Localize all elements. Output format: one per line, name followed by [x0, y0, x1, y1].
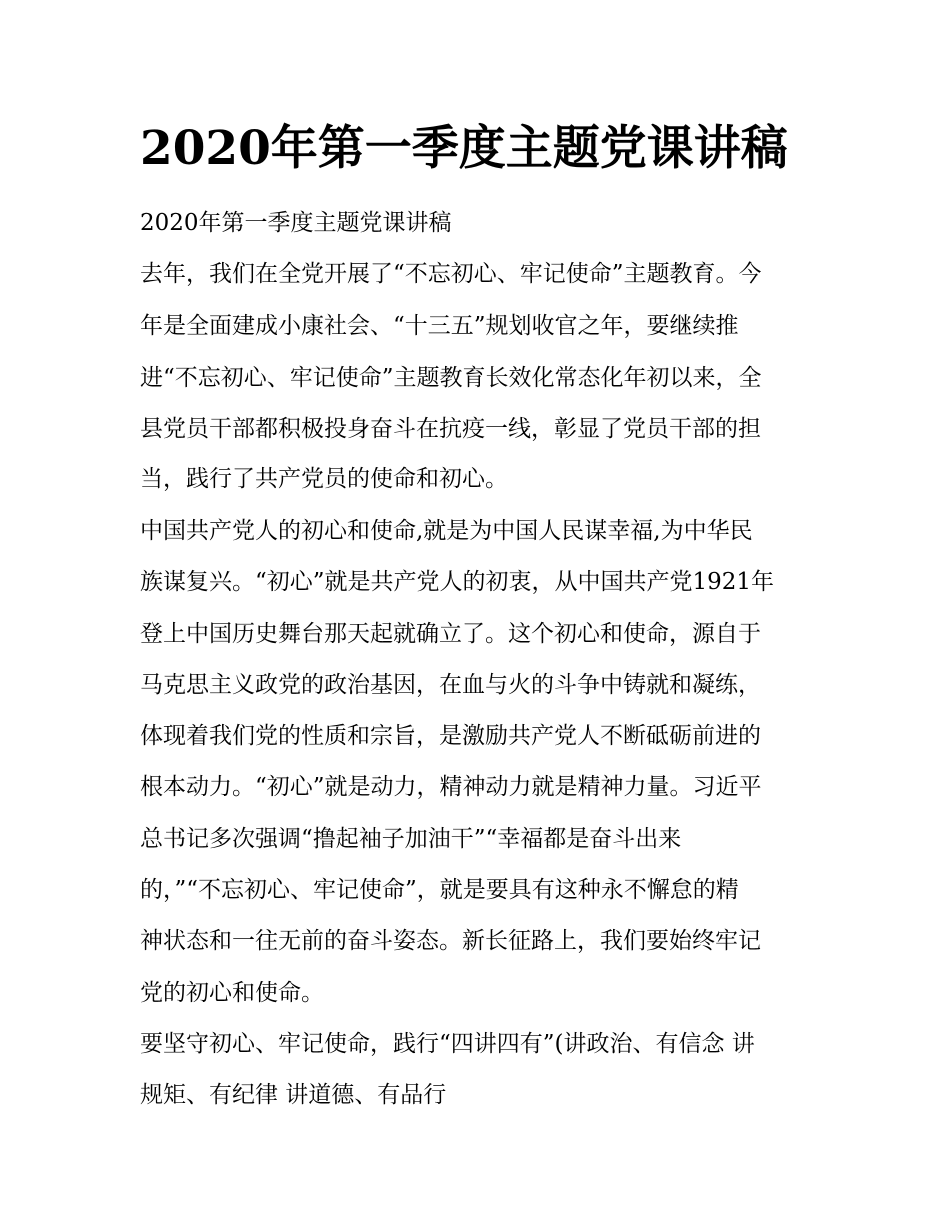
body-line: 马克思主义政党的政治基因，在血与火的斗争中铸就和凝练， [140, 672, 761, 698]
body-line: 根本动力。“初心”就是动力，精神动力就是精神力量。习近平 [140, 774, 762, 800]
body-line: 规矩、有纪律 讲道德、有品行 [140, 1082, 447, 1108]
subtitle-line: 2020年第一季度主题党课讲稿 [140, 210, 452, 236]
body-line: 年是全面建成小康社会、“十三五”规划收官之年，要继续推 [140, 313, 739, 339]
body-line: 中国共产党人的初心和使命,就是为中国人民谋幸福,为中华民 [140, 518, 753, 544]
body-line: 当，践行了共产党员的使命和初心。 [140, 466, 508, 492]
body-line: 去年，我们在全党开展了“不忘初心、牢记使命”主题教育。今 [140, 261, 762, 287]
body-line: 党的初心和使命。 [140, 980, 324, 1006]
body-line: 登上中国历史舞台那天起就确立了。这个初心和使命，源自于 [140, 621, 761, 647]
body-line: 族谋复兴。“初心”就是共产党人的初衷，从中国共产党1921年 [140, 569, 775, 595]
document-title: 2020年第一季度主题党课讲稿 [140, 121, 788, 176]
body-line: 的，”“不忘初心、牢记使命”，就是要具有这种永不懈怠的精 [140, 877, 739, 903]
body-line: 神状态和一往无前的奋斗姿态。新长征路上，我们要始终牢记 [140, 928, 761, 954]
body-line: 总书记多次强调“撸起袖子加油干”“幸福都是奋斗出来 [140, 826, 682, 852]
body-line: 要坚守初心、牢记使命，践行“四讲四有”(讲政治、有信念 讲 [140, 1031, 755, 1057]
body-line: 县党员干部都积极投身奋斗在抗疫一线，彰显了党员干部的担 [140, 416, 761, 442]
body-line: 进“不忘初心、牢记使命”主题教育长效化常态化年初以来，全 [140, 365, 762, 391]
body-line: 体现着我们党的性质和宗旨，是激励共产党人不断砥砺前进的 [140, 723, 761, 749]
